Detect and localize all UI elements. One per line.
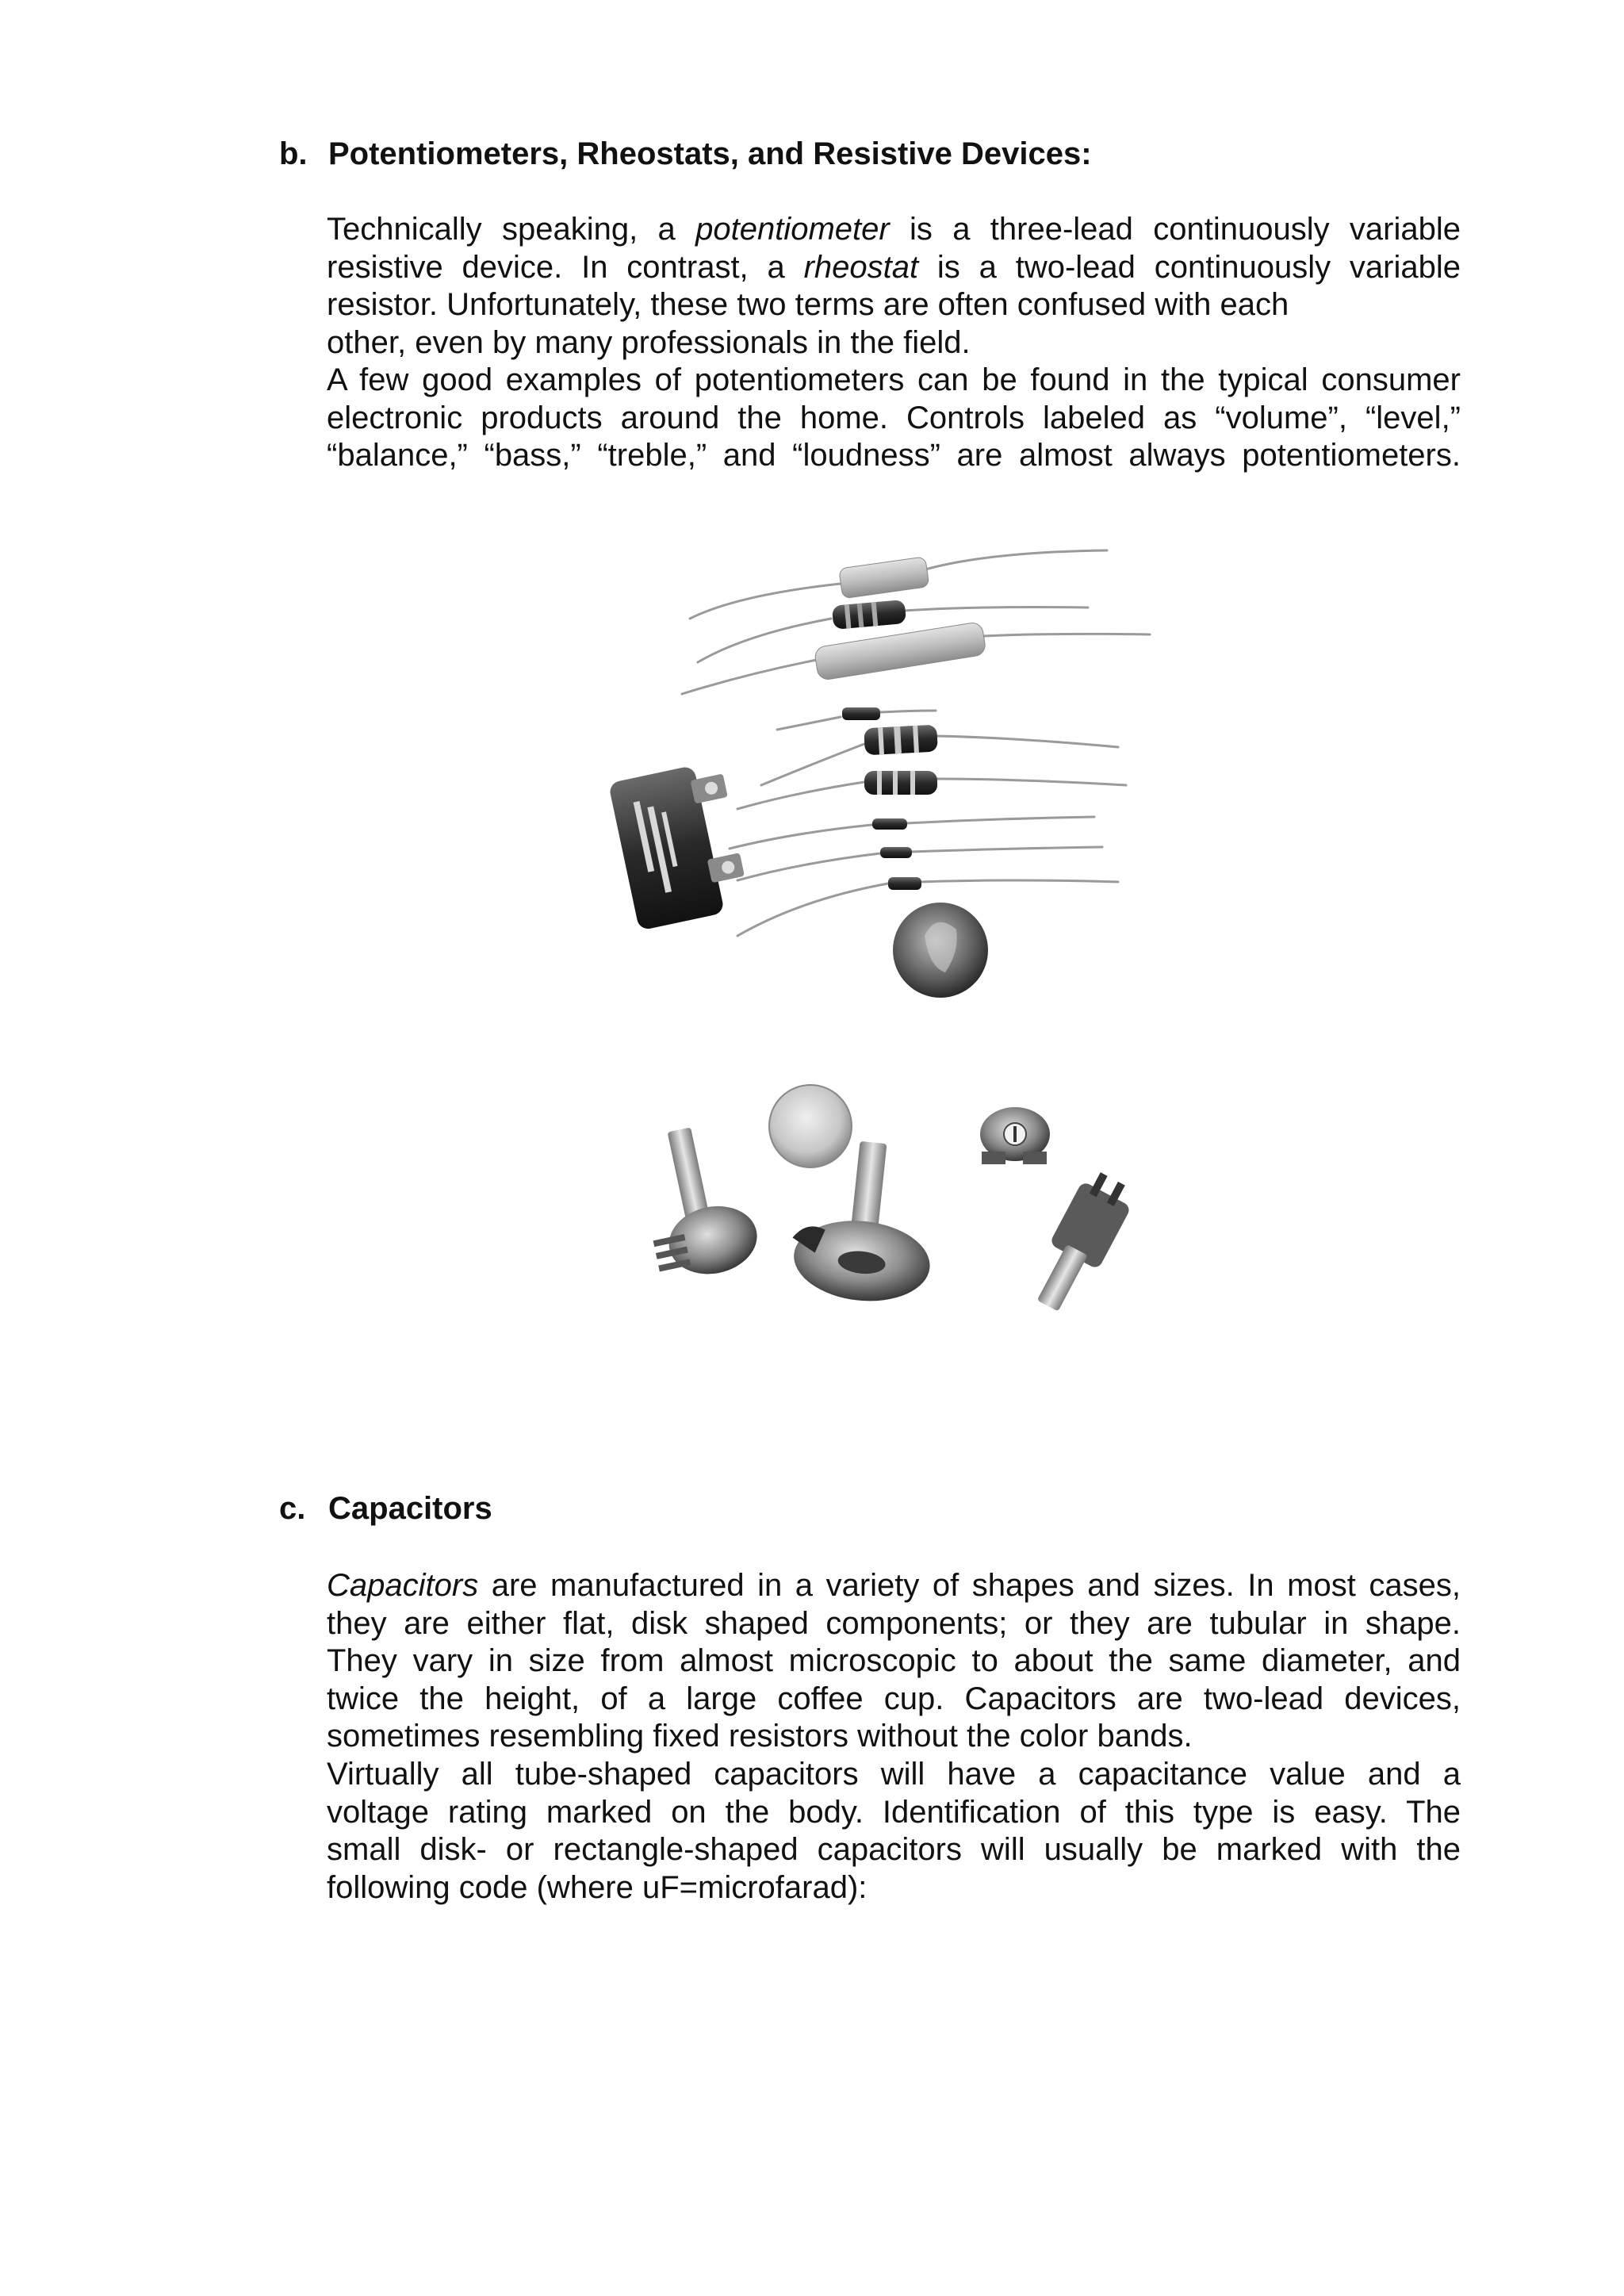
potentiometer-assortment-photo: [626, 1079, 1134, 1324]
section-b-marker: b.: [279, 136, 308, 171]
text-line: voltage rating marked on the body. Identification of this type is easy. The: [327, 1794, 1461, 1830]
text-line: Technically speaking, a potentiometer is a three-lead continuously variable: [327, 212, 1461, 247]
text-line: They vary in size from almost microscopic to about the same diameter, and: [327, 1643, 1461, 1678]
section-b-heading: [279, 135, 1092, 173]
text-line: other, even by many professionals in the field.: [327, 324, 971, 360]
text-line: Virtually all tube-shaped capacitors will have a capacitance value and a: [327, 1757, 1461, 1792]
text-line: Capacitors are manufactured in a variety of shapes and sizes. In most cases,: [327, 1568, 1461, 1603]
section-b-paragraph-2: [327, 362, 1461, 475]
text-line: they are either flat, disk shaped components; or they are tubular in shape.: [327, 1605, 1461, 1641]
section-c-title: Capacitors: [328, 1491, 492, 1526]
section-b-title: Potentiometers, Rheostats, and Resistive Devices:: [328, 136, 1092, 171]
text-line: resistive device. In contrast, a rheostat is a two-lead continuously variable: [327, 249, 1461, 285]
text-line: resistor. Unfortunately, these two terms are often confused with each: [327, 287, 1289, 322]
text-line: “balance,” “bass,” “treble,” and “loudness” are almost always potentiometers.: [327, 438, 1461, 473]
text-line: electronic products around the home. Controls labeled as “volume”, “level,”: [327, 400, 1461, 435]
section-b-paragraph-1: [327, 211, 1461, 362]
resistor-assortment-photo: [603, 523, 1174, 1015]
section-c-marker: c.: [279, 1491, 306, 1526]
section-c-paragraph-2: [327, 1756, 1461, 1907]
section-c-paragraph-1: [327, 1567, 1461, 1756]
text-line: sometimes resembling fixed resistors without the color bands.: [327, 1719, 1193, 1754]
text-line: twice the height, of a large coffee cup. Capacitors are two-lead devices,: [327, 1681, 1461, 1716]
emphasis-potentiometer: potentiometer: [695, 212, 890, 247]
section-c-heading: [279, 1489, 492, 1527]
text-line: following code (where uF=microfarad):: [327, 1869, 868, 1905]
text-line: A few good examples of potentiometers can be found in the typical consumer: [327, 362, 1461, 397]
text-line: small disk- or rectangle-shaped capacitors will usually be marked with the: [327, 1832, 1461, 1867]
emphasis-rheostat: rheostat: [803, 249, 919, 285]
emphasis-capacitors: Capacitors: [327, 1568, 479, 1603]
